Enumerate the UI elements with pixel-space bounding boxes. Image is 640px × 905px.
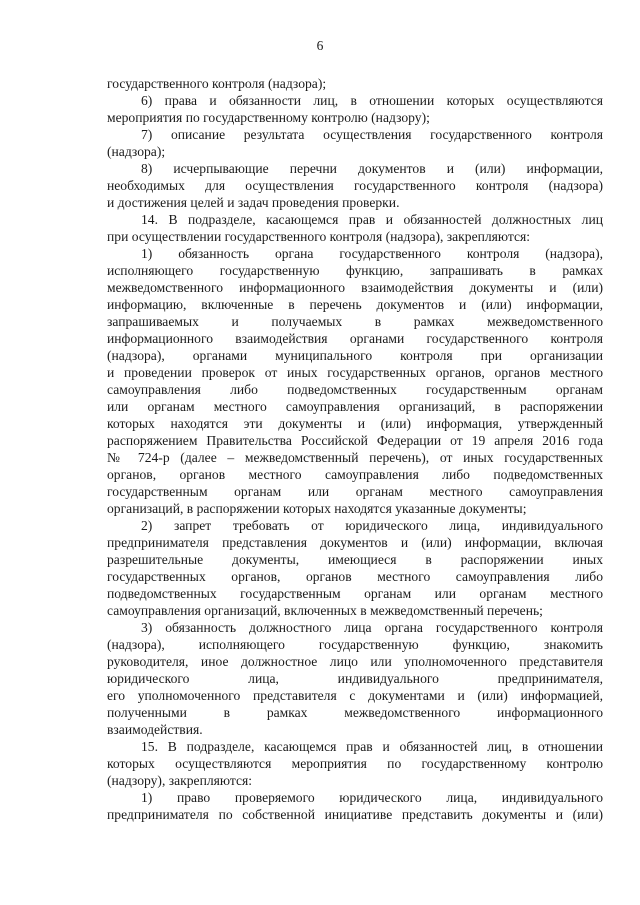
- text-line: самоуправления организаций, включенных в межведомственный перечень;: [107, 603, 543, 618]
- text-line: которых осуществляются мероприятия по государственному контролю: [107, 756, 603, 771]
- text-line: организаций, в распоряжении которых находятся указанные документы;: [107, 501, 527, 516]
- document-body: [107, 75, 603, 823]
- text-line: юридического лица, индивидуального предпринимателя,: [107, 671, 603, 686]
- text-line: 7) описание результата осуществления государственного контроля: [141, 127, 603, 142]
- text-line: государственным органам или органам местного самоуправления: [107, 484, 603, 499]
- text-line: взаимодействия.: [107, 722, 203, 737]
- text-line: руководителя, иное должностное лицо или уполномоченного представителя: [107, 654, 603, 669]
- text-line: полученными в рамках межведомственного информационного: [107, 705, 603, 720]
- page-number: 6: [316, 38, 324, 53]
- text-line: которых находятся эти документы и (или) информация, утвержденный: [107, 416, 603, 431]
- text-line: (надзора), органами муниципального контроля при организации: [107, 348, 603, 363]
- text-line: и проведении проверок от иных государственных органов, органов местного: [107, 365, 603, 380]
- text-line: (надзора), исполняющего государственную функцию, знакомить: [107, 637, 603, 652]
- text-line: самоуправления либо подведомственных государственным органам: [107, 382, 603, 397]
- text-line: № 724-р (далее – межведомственный перечень), от иных государственных: [107, 450, 603, 465]
- text-line: 15. В подразделе, касающемся прав и обязанностей лиц, в отношении: [141, 739, 603, 754]
- text-line: запрашиваемых и получаемых в рамках межведомственного: [107, 314, 603, 329]
- text-line: исполняющего государственную функцию, запрашивать в рамках: [107, 263, 603, 278]
- text-line: 3) обязанность должностного лица органа государственного контроля: [141, 620, 603, 635]
- text-line: предпринимателя представления документов и (или) информации, включая: [107, 535, 603, 550]
- text-line: необходимых для осуществления государственного контроля (надзора): [107, 178, 603, 193]
- text-line: подведомственных государственным органам или органам местного: [107, 586, 603, 601]
- text-line: предпринимателя по собственной инициативе представить документы и (или): [107, 807, 603, 822]
- text-line: распоряжением Правительства Российской Федерации от 19 апреля 2016 года: [107, 433, 603, 448]
- text-line: разрешительные документы, имеющиеся в распоряжении иных: [107, 552, 603, 567]
- text-line: (надзора);: [107, 144, 166, 159]
- text-line: государственного контроля (надзора);: [107, 76, 327, 91]
- text-line: информацию, включенные в перечень документов и (или) информации,: [107, 297, 603, 312]
- text-line: 2) запрет требовать от юридического лица, индивидуального: [141, 518, 603, 533]
- text-line: мероприятия по государственному контролю (надзору);: [107, 110, 430, 125]
- text-line: и достижения целей и задач проведения проверки.: [107, 195, 400, 210]
- text-line: его уполномоченного представителя с документами и (или) информацией,: [107, 688, 603, 703]
- text-line: 14. В подразделе, касающемся прав и обязанностей должностных лиц: [141, 212, 603, 227]
- text-line: (надзору), закрепляются:: [107, 773, 253, 788]
- text-line: 1) обязанность органа государственного контроля (надзора),: [141, 246, 603, 261]
- text-line: информационного взаимодействия органами государственного контроля: [107, 331, 603, 346]
- text-line: органов, органов местного самоуправления либо подведомственных: [107, 467, 603, 482]
- text-line: 8) исчерпывающие перечни документов и (или) информации,: [141, 161, 603, 176]
- text-line: 1) право проверяемого юридического лица, индивидуального: [141, 790, 603, 805]
- text-line: межведомственного информационного взаимодействия документы и (или): [107, 280, 603, 295]
- text-line: при осуществлении государственного контроля (надзора), закрепляются:: [107, 229, 531, 244]
- text-line: или органам местного самоуправления организаций, в распоряжении: [107, 399, 603, 414]
- text-line: государственных органов, органов местного самоуправления либо: [107, 569, 603, 584]
- text-line: 6) права и обязанности лиц, в отношении которых осуществляются: [141, 93, 603, 108]
